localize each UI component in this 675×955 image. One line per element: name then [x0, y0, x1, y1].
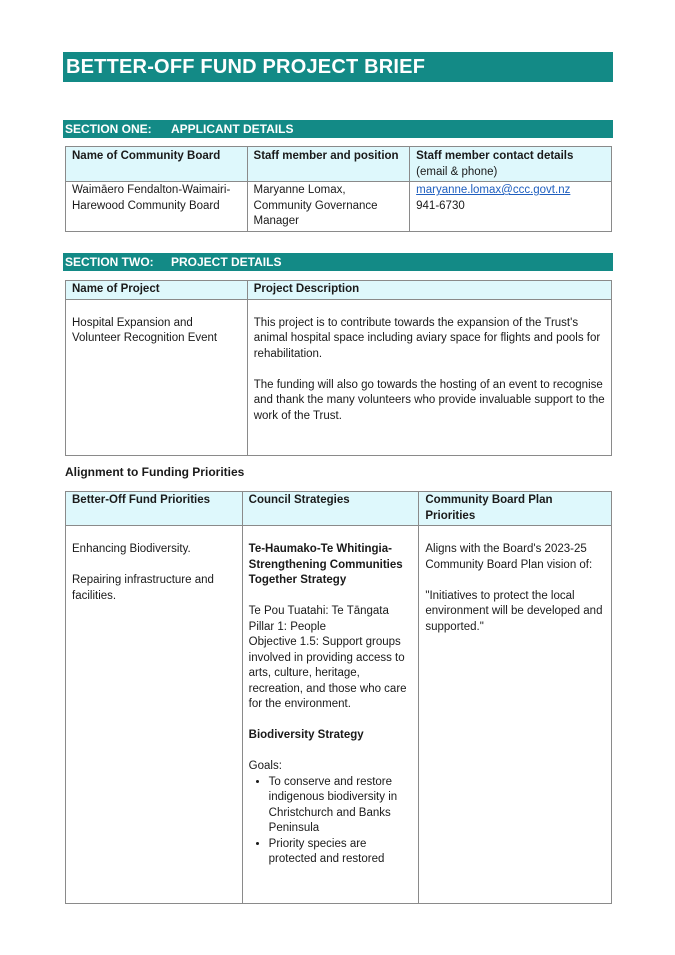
strategy-pou-line: Te Pou Tuatahi: Te Tāngata: [248, 605, 389, 617]
section-one-label: APPLICANT DETAILS: [171, 122, 294, 136]
strategy-objective-line: Objective 1.5: Support groups involved in providing access to arts, culture, heritage, recreation, and those who care for the environment.: [248, 636, 407, 710]
alignment-header-row: [66, 492, 612, 526]
goals-label: Goals:: [248, 760, 282, 772]
header-council-strategies: Council Strategies: [242, 492, 419, 526]
applicant-row: [66, 182, 612, 232]
section-one-number: SECTION ONE:: [65, 122, 152, 136]
strategy-pillar-line: Pillar 1: People: [248, 620, 327, 633]
community-board-name: Waimāero Fendalton-Waimairi-Harewood Community Board: [66, 182, 248, 232]
alignment-table: [65, 491, 612, 904]
goal-item: • To conserve and restore indigenous biodiversity in Christchurch and Banks Peninsula: [269, 775, 413, 837]
fund-priorities-cell: [66, 526, 243, 904]
council-strategies-cell: [242, 526, 419, 904]
header-fund-priorities: Better-Off Fund Priorities: [66, 492, 243, 526]
board-plan-quote: "Initiatives to protect the local environment will be developed and supported.": [425, 589, 603, 633]
project-description-cell: [247, 299, 611, 455]
applicant-header-row: [66, 147, 612, 182]
section-one-header: [63, 120, 613, 138]
contact-header-label: Staff member contact details: [416, 150, 574, 162]
header-board-plan-priorities: Community Board Plan Priorities: [419, 492, 612, 526]
document-title: BETTER-OFF FUND PROJECT BRIEF: [63, 52, 613, 82]
applicant-details-table: [65, 146, 612, 232]
project-details-table: [65, 280, 612, 456]
contact-header-sub: (email & phone): [416, 165, 498, 178]
project-header-row: [66, 281, 612, 300]
staff-phone: 941-6730: [416, 199, 465, 212]
board-plan-cell: [419, 526, 612, 904]
fund-priority-item: Enhancing Biodiversity.: [72, 543, 191, 555]
fund-priority-item: Repairing infrastructure and facilities.: [72, 574, 214, 602]
section-two-header: [63, 253, 613, 271]
header-project-description: Project Description: [247, 281, 611, 300]
section-two-number: SECTION TWO:: [65, 255, 154, 269]
header-contact-details: [410, 147, 612, 182]
staff-email-link[interactable]: maryanne.lomax@ccc.govt.nz: [416, 184, 571, 196]
staff-contact-cell: [410, 182, 612, 232]
header-staff-member: Staff member and position: [247, 147, 410, 182]
header-community-board: Name of Community Board: [66, 147, 248, 182]
staff-member-name: Maryanne Lomax, Community Governance Manager: [247, 182, 410, 232]
project-name: Hospital Expansion and Volunteer Recognition Event: [66, 299, 248, 455]
project-description-paragraph-1: This project is to contribute towards the expansion of the Trust's animal hospital space including aviary space for flights and pools for rehabilitation.: [253, 316, 601, 360]
alignment-row: [66, 526, 612, 904]
project-row: [66, 299, 612, 455]
strategy-title-biodiversity: Biodiversity Strategy: [248, 729, 364, 741]
header-project-name: Name of Project: [66, 281, 248, 300]
board-plan-text: Aligns with the Board's 2023-25 Community Board Plan vision of:: [425, 543, 593, 571]
goal-item: • Priority species are protected and restored: [269, 837, 413, 868]
section-two-label: PROJECT DETAILS: [171, 255, 282, 269]
goals-list: [249, 775, 413, 868]
project-description-paragraph-2: The funding will also go towards the hosting of an event to recognise and thank the many volunteers who provide invaluable support to the work of the Trust.: [253, 378, 605, 422]
alignment-heading: Alignment to Funding Priorities: [65, 465, 245, 479]
strategy-title-communities: Te-Haumako-Te Whitingia- Strengthening Communities Together Strategy: [248, 543, 403, 586]
